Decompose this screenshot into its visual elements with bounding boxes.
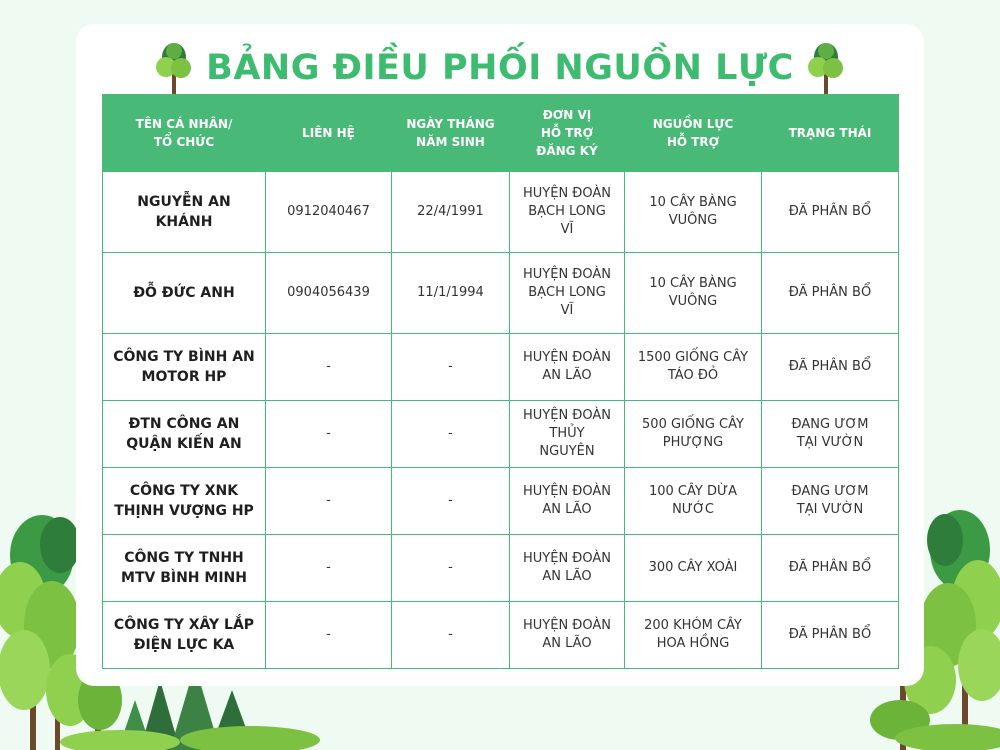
cell-birthdate: -	[392, 535, 510, 602]
header-contact: LIÊN HỆ	[266, 95, 392, 172]
cell-support-unit: HUYỆN ĐOÀN THỦY NGUYÊN	[510, 401, 625, 468]
table-row	[103, 401, 899, 468]
tree-icon	[154, 41, 194, 95]
cell-status: ĐÃ PHÂN BỔ	[762, 535, 899, 602]
cell-resource: 200 KHÓM CÂY HOA HỒNG	[625, 602, 762, 669]
title-bar	[76, 38, 924, 98]
cell-status: ĐÃ PHÂN BỔ	[762, 253, 899, 334]
cell-resource: 1500 GIỐNG CÂY TÁO ĐỎ	[625, 334, 762, 401]
cell-support-unit: HUYỆN ĐOÀN AN LÃO	[510, 334, 625, 401]
table-row	[103, 253, 899, 334]
resource-table	[102, 94, 899, 669]
header-support-unit: ĐƠN VỊ HỖ TRỢ ĐĂNG KÝ	[510, 95, 625, 172]
tree-icon	[806, 41, 846, 95]
cell-birthdate: -	[392, 334, 510, 401]
cell-name: CÔNG TY XÂY LẮP ĐIỆN LỰC KA	[103, 602, 266, 669]
table-row	[103, 535, 899, 602]
cell-contact: -	[266, 401, 392, 468]
cell-contact: -	[266, 468, 392, 535]
cell-resource: 100 CÂY DỪA NƯỚC	[625, 468, 762, 535]
table-row	[103, 468, 899, 535]
cell-support-unit: HUYỆN ĐOÀN BẠCH LONG VĨ	[510, 172, 625, 253]
cell-name: NGUYỄN AN KHÁNH	[103, 172, 266, 253]
cell-status: ĐÃ PHÂN BỔ	[762, 334, 899, 401]
cell-birthdate: -	[392, 602, 510, 669]
cell-support-unit: HUYỆN ĐOÀN BẠCH LONG VĨ	[510, 253, 625, 334]
cell-support-unit: HUYỆN ĐOÀN AN LÃO	[510, 535, 625, 602]
cell-status: ĐÃ PHÂN BỔ	[762, 602, 899, 669]
cell-name: ĐỖ ĐỨC ANH	[103, 253, 266, 334]
cell-support-unit: HUYỆN ĐOÀN AN LÃO	[510, 602, 625, 669]
cell-name: CÔNG TY XNK THỊNH VƯỢNG HP	[103, 468, 266, 535]
cell-birthdate: -	[392, 401, 510, 468]
cell-contact: -	[266, 602, 392, 669]
page-title: BẢNG ĐIỀU PHỐI NGUỒN LỰC	[206, 48, 794, 88]
cell-birthdate: -	[392, 468, 510, 535]
cell-birthdate: 11/1/1994	[392, 253, 510, 334]
header-birthdate: NGÀY THÁNG NĂM SINH	[392, 95, 510, 172]
cell-contact: -	[266, 334, 392, 401]
cell-birthdate: 22/4/1991	[392, 172, 510, 253]
cell-status: ĐÃ PHÂN BỔ	[762, 172, 899, 253]
table-row	[103, 334, 899, 401]
header-status: TRẠNG THÁI	[762, 95, 899, 172]
cell-status: ĐANG ƯƠM TẠI VƯỜN	[762, 468, 899, 535]
cell-support-unit: HUYỆN ĐOÀN AN LÃO	[510, 468, 625, 535]
cell-resource: 10 CÂY BÀNG VUÔNG	[625, 172, 762, 253]
table-row	[103, 172, 899, 253]
cell-contact: 0904056439	[266, 253, 392, 334]
cell-contact: -	[266, 535, 392, 602]
cell-resource: 500 GIỐNG CÂY PHƯỢNG	[625, 401, 762, 468]
cell-name: ĐTN CÔNG AN QUẬN KIẾN AN	[103, 401, 266, 468]
table-header-row	[103, 95, 899, 172]
cell-contact: 0912040467	[266, 172, 392, 253]
cell-name: CÔNG TY TNHH MTV BÌNH MINH	[103, 535, 266, 602]
header-resource: NGUỒN LỰC HỖ TRỢ	[625, 95, 762, 172]
cell-status: ĐANG ƯƠM TẠI VƯỜN	[762, 401, 899, 468]
cell-resource: 10 CÂY BÀNG VUÔNG	[625, 253, 762, 334]
table-row	[103, 602, 899, 669]
cell-resource: 300 CÂY XOÀI	[625, 535, 762, 602]
cell-name: CÔNG TY BÌNH AN MOTOR HP	[103, 334, 266, 401]
header-name: TÊN CÁ NHÂN/ TỔ CHỨC	[103, 95, 266, 172]
